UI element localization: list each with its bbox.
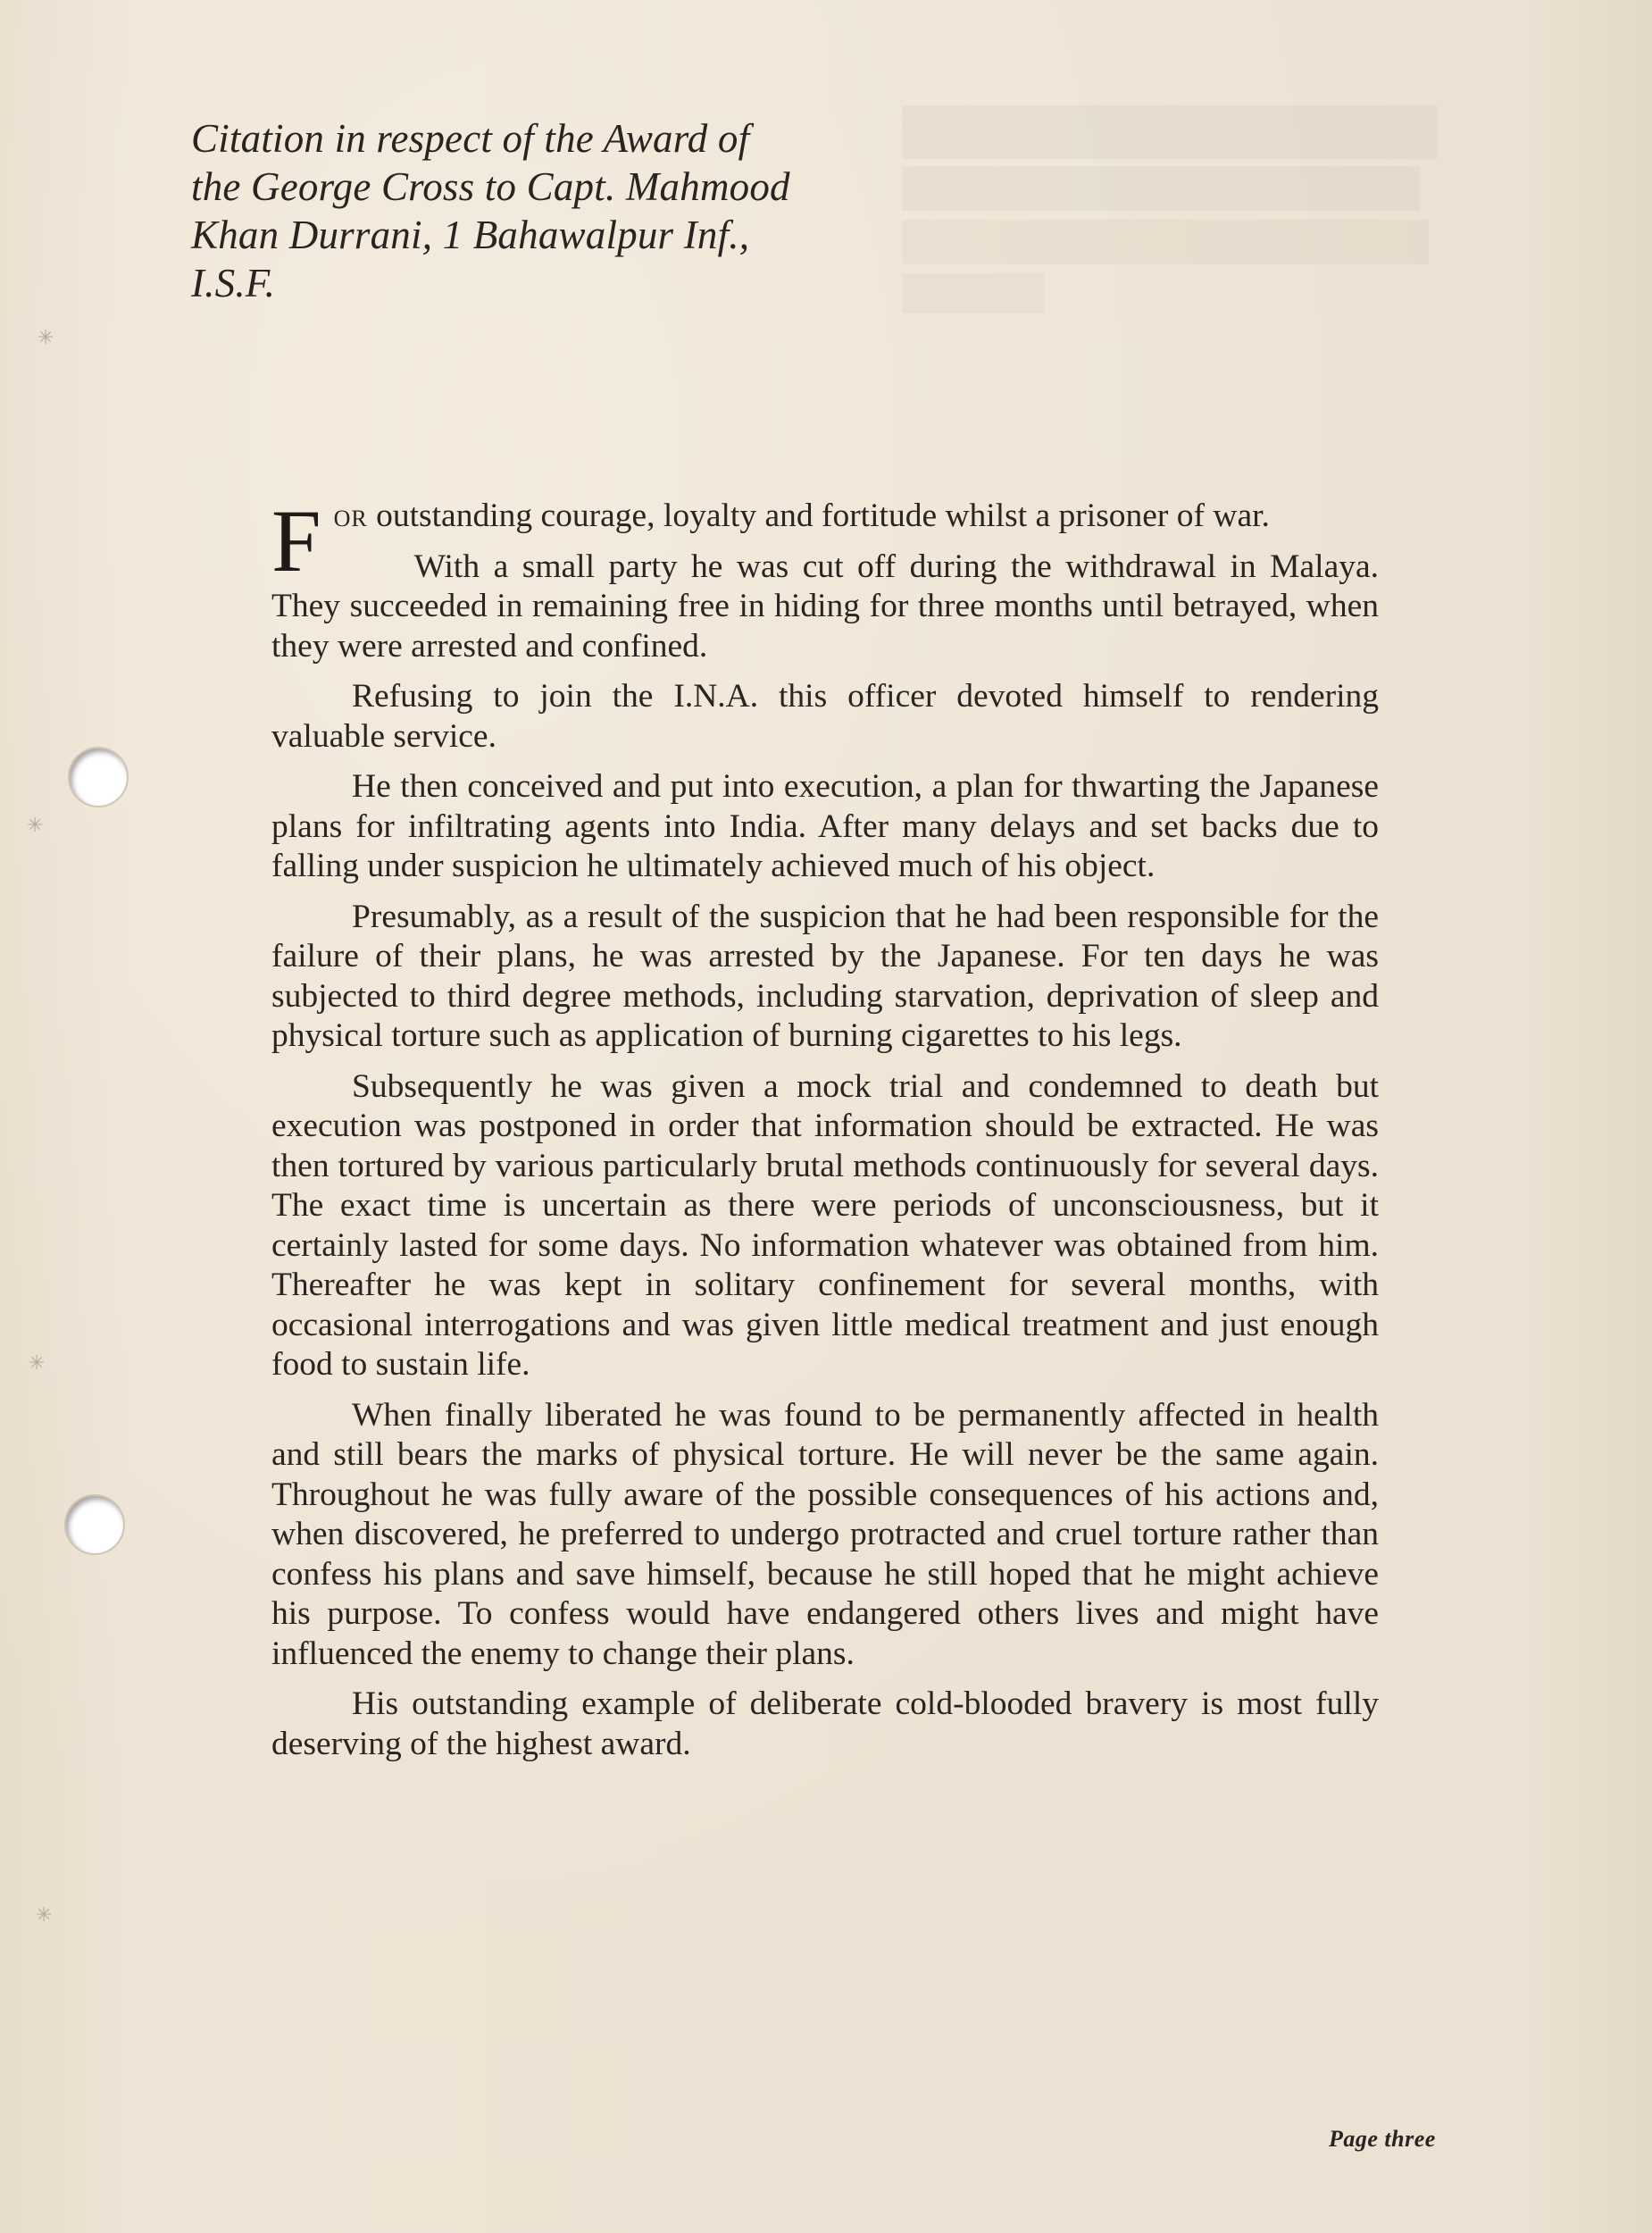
first-word-rest: or <box>333 498 368 534</box>
paper-speck: ✳ <box>36 1904 53 1927</box>
punch-hole <box>66 1496 123 1553</box>
paper-speck: ✳ <box>38 327 54 349</box>
citation-paragraph: Subsequently he was given a mock trial and condemned to death but execution was postponed in order that information should be extracted. He was then tortured by various particularly brutal methods continuously for several days. The exact time is uncertain as there were periods of unconsciousness, but it certainly lasted for some days. No information whatever was obtained from him. Thereafter he was kept in solitary confinement for several months, with occasional interrogations and was given little medical treatment and just enough food to sustain life. <box>271 1067 1379 1383</box>
citation-body <box>271 491 1379 1775</box>
page-number: Page three <box>1329 2126 1436 2152</box>
citation-paragraph: Presumably, as a result of the suspicion that he had been responsible for the failure of their plans, he was arrested by the Japanese. For ten days he was subjected to third degree methods, including starvation, deprivation of sleep and physical torture such as application of burning cigarettes to his legs. <box>271 898 1379 1054</box>
paper-speck: ✳ <box>27 815 44 837</box>
drop-cap-letter: F <box>271 491 321 590</box>
citation-paragraph: He then conceived and put into execution, a plan for thwarting the Japanese plans for infiltrating agents into India. After many delays and set backs due to falling under suspicion he ultimately achieved much of his object. <box>271 768 1379 884</box>
citation-paragraph: His outstanding example of deliberate cold-blooded bravery is most fully deserving of the highest award. <box>271 1685 1379 1762</box>
first-paragraph-text: outstanding courage, loyalty and fortitude whilst a prisoner of war. <box>367 498 1270 534</box>
citation-paragraph: Refusing to join the I.N.A. this officer devoted himself to rendering valuable service. <box>271 678 1379 755</box>
punch-hole <box>70 749 127 806</box>
bleed-through-text <box>902 105 1473 314</box>
citation-paragraph: With a small party he was cut off during the withdrawal in Malaya. They succeeded in remaining free in hiding for three months until betrayed, when they were arrested and confined. <box>271 548 1379 665</box>
citation-paragraph-1 <box>271 491 1379 590</box>
paper-speck: ✳ <box>29 1352 46 1375</box>
citation-heading: Citation in respect of the Award of the George Cross to Capt. Mahmood Khan Durrani, 1 Bahawalpur Inf., I.S.F. <box>191 116 790 305</box>
citation-paragraph: When finally liberated he was found to be permanently affected in health and still bears the marks of physical torture. He will never be the same again. Throughout he was fully aware of the possible consequences of his actions and, when discovered, he preferred to undergo protracted and cruel torture rather than confess his plans and save himself, because he still hoped that he might achieve his purpose. To confess would have endangered others lives and might have influenced the enemy to change their plans. <box>271 1396 1379 1672</box>
